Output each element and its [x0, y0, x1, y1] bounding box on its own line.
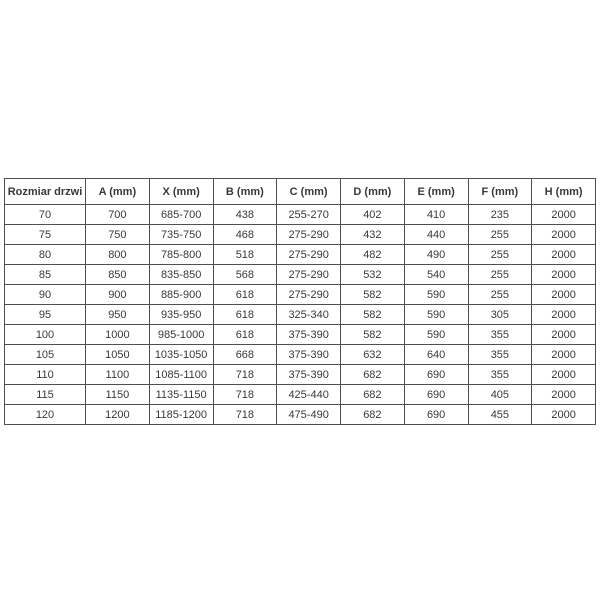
- table-cell: 275-290: [277, 245, 341, 265]
- table-row: [5, 305, 596, 325]
- table-cell: 618: [213, 325, 277, 345]
- table-cell: 2000: [532, 405, 596, 425]
- table-cell: 685-700: [149, 205, 213, 225]
- table-cell: 750: [86, 225, 150, 245]
- table-cell: 375-390: [277, 325, 341, 345]
- table-cell: 105: [5, 345, 86, 365]
- table-cell: 305: [468, 305, 532, 325]
- table-cell: 110: [5, 365, 86, 385]
- table-cell: 80: [5, 245, 86, 265]
- table-cell: 2000: [532, 385, 596, 405]
- table-cell: 640: [404, 345, 468, 365]
- table-cell: 255: [468, 225, 532, 245]
- column-header-d-mm: D (mm): [341, 179, 405, 205]
- table-cell: 255: [468, 265, 532, 285]
- table-cell: 355: [468, 345, 532, 365]
- table-cell: 455: [468, 405, 532, 425]
- table-cell: 718: [213, 405, 277, 425]
- table-row: [5, 265, 596, 285]
- column-header-b-mm: B (mm): [213, 179, 277, 205]
- table-cell: 1000: [86, 325, 150, 345]
- table-row: [5, 345, 596, 365]
- table-cell: 582: [341, 325, 405, 345]
- table-cell: 275-290: [277, 265, 341, 285]
- table-row: [5, 365, 596, 385]
- column-header-rozmiar-drzwi: Rozmiar drzwi: [5, 179, 86, 205]
- table-header: [5, 179, 596, 205]
- table-cell: 1100: [86, 365, 150, 385]
- table-cell: 690: [404, 365, 468, 385]
- table-cell: 95: [5, 305, 86, 325]
- table-cell: 735-750: [149, 225, 213, 245]
- table-cell: 785-800: [149, 245, 213, 265]
- table-cell: 2000: [532, 325, 596, 345]
- table-cell: 582: [341, 285, 405, 305]
- table-cell: 590: [404, 325, 468, 345]
- table-cell: 682: [341, 405, 405, 425]
- door-size-table-container: [4, 178, 596, 425]
- table-cell: 440: [404, 225, 468, 245]
- table-cell: 2000: [532, 365, 596, 385]
- table-header-row: [5, 179, 596, 205]
- table-cell: 935-950: [149, 305, 213, 325]
- table-cell: 90: [5, 285, 86, 305]
- column-header-e-mm: E (mm): [404, 179, 468, 205]
- table-cell: 402: [341, 205, 405, 225]
- table-cell: 800: [86, 245, 150, 265]
- table-cell: 255-270: [277, 205, 341, 225]
- table-cell: 1200: [86, 405, 150, 425]
- table-cell: 410: [404, 205, 468, 225]
- table-cell: 1150: [86, 385, 150, 405]
- table-row: [5, 285, 596, 305]
- table-cell: 718: [213, 365, 277, 385]
- table-cell: 235: [468, 205, 532, 225]
- column-header-x-mm: X (mm): [149, 179, 213, 205]
- table-cell: 690: [404, 385, 468, 405]
- table-cell: 950: [86, 305, 150, 325]
- table-cell: 835-850: [149, 265, 213, 285]
- table-body: [5, 205, 596, 425]
- table-cell: 275-290: [277, 285, 341, 305]
- table-cell: 375-390: [277, 365, 341, 385]
- table-cell: 355: [468, 365, 532, 385]
- table-cell: 355: [468, 325, 532, 345]
- table-cell: 2000: [532, 305, 596, 325]
- table-cell: 532: [341, 265, 405, 285]
- table-cell: 2000: [532, 225, 596, 245]
- column-header-c-mm: C (mm): [277, 179, 341, 205]
- table-cell: 690: [404, 405, 468, 425]
- table-cell: 590: [404, 285, 468, 305]
- table-cell: 582: [341, 305, 405, 325]
- table-cell: 405: [468, 385, 532, 405]
- table-cell: 668: [213, 345, 277, 365]
- table-cell: 1085-1100: [149, 365, 213, 385]
- table-cell: 85: [5, 265, 86, 285]
- table-cell: 75: [5, 225, 86, 245]
- table-cell: 100: [5, 325, 86, 345]
- column-header-f-mm: F (mm): [468, 179, 532, 205]
- table-cell: 518: [213, 245, 277, 265]
- table-cell: 618: [213, 305, 277, 325]
- table-cell: 438: [213, 205, 277, 225]
- table-cell: 70: [5, 205, 86, 225]
- table-row: [5, 245, 596, 265]
- table-cell: 540: [404, 265, 468, 285]
- table-cell: 475-490: [277, 405, 341, 425]
- table-cell: 255: [468, 245, 532, 265]
- table-cell: 590: [404, 305, 468, 325]
- table-cell: 425-440: [277, 385, 341, 405]
- table-cell: 2000: [532, 345, 596, 365]
- door-size-table: [4, 178, 596, 425]
- column-header-a-mm: A (mm): [86, 179, 150, 205]
- table-cell: 682: [341, 365, 405, 385]
- table-cell: 432: [341, 225, 405, 245]
- table-cell: 375-390: [277, 345, 341, 365]
- table-cell: 618: [213, 285, 277, 305]
- table-cell: 885-900: [149, 285, 213, 305]
- table-row: [5, 385, 596, 405]
- table-cell: 700: [86, 205, 150, 225]
- table-cell: 2000: [532, 205, 596, 225]
- table-cell: 718: [213, 385, 277, 405]
- table-cell: 2000: [532, 245, 596, 265]
- table-cell: 900: [86, 285, 150, 305]
- table-row: [5, 205, 596, 225]
- table-cell: 985-1000: [149, 325, 213, 345]
- table-cell: 1050: [86, 345, 150, 365]
- table-cell: 1135-1150: [149, 385, 213, 405]
- table-cell: 850: [86, 265, 150, 285]
- table-cell: 490: [404, 245, 468, 265]
- table-cell: 1185-1200: [149, 405, 213, 425]
- table-row: [5, 225, 596, 245]
- table-cell: 682: [341, 385, 405, 405]
- column-header-h-mm: H (mm): [532, 179, 596, 205]
- table-cell: 482: [341, 245, 405, 265]
- table-cell: 120: [5, 405, 86, 425]
- table-cell: 115: [5, 385, 86, 405]
- table-cell: 632: [341, 345, 405, 365]
- table-cell: 275-290: [277, 225, 341, 245]
- table-cell: 325-340: [277, 305, 341, 325]
- table-cell: 1035-1050: [149, 345, 213, 365]
- table-cell: 2000: [532, 285, 596, 305]
- table-row: [5, 405, 596, 425]
- table-cell: 568: [213, 265, 277, 285]
- table-row: [5, 325, 596, 345]
- table-cell: 468: [213, 225, 277, 245]
- table-cell: 255: [468, 285, 532, 305]
- table-cell: 2000: [532, 265, 596, 285]
